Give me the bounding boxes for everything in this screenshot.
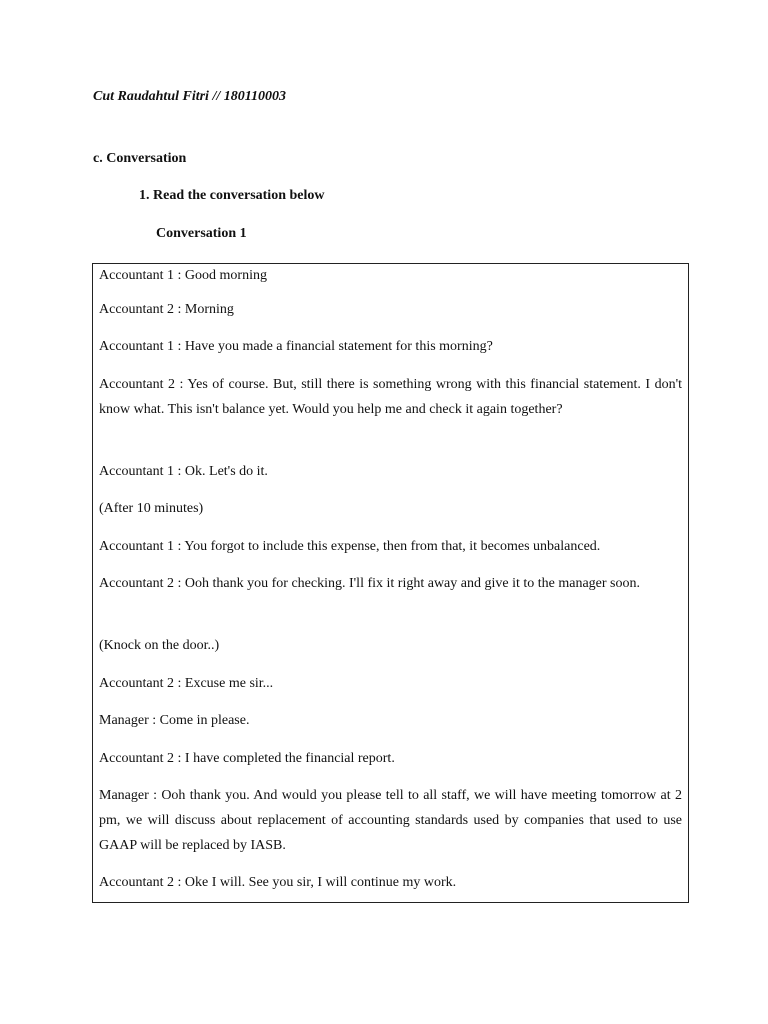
author-line: Cut Raudahtul Fitri // 180110003 — [93, 89, 286, 104]
section-heading: c. Conversation — [93, 151, 187, 166]
dialogue-line: Accountant 2 : Oke I will. See you sir, I will continue my work. — [99, 875, 457, 890]
dialogue-line: Accountant 2 : Ooh thank you for checking. I'll fix it right away and give it to the manager soon. — [99, 576, 640, 591]
dialogue-line: Accountant 2 : Morning — [99, 302, 234, 317]
dialogue-line: Accountant 1 : Ok. Let's do it. — [99, 464, 268, 479]
instruction-heading: 1. Read the conversation below — [139, 188, 325, 203]
dialogue-line: (After 10 minutes) — [99, 501, 204, 516]
dialogue-line: Manager : Come in please. — [99, 713, 250, 728]
conversation-box — [92, 263, 689, 903]
dialogue-line: Manager : Ooh thank you. And would you please tell to all staff, we will have meeting tomorrow at 2 pm, we will discuss about replacement of accounting standards used by companies that used to use GAAP will be replaced by IASB. — [99, 788, 682, 853]
dialogue-line: Accountant 2 : Excuse me sir... — [99, 676, 274, 691]
dialogue-line: Accountant 2 : I have completed the financial report. — [99, 751, 395, 766]
dialogue-line: Accountant 1 : Good morning — [99, 268, 267, 283]
dialogue-line: Accountant 1 : Have you made a financial statement for this morning? — [99, 339, 493, 354]
conversation-title: Conversation 1 — [156, 226, 247, 241]
dialogue-line: (Knock on the door..) — [99, 638, 220, 653]
dialogue-line: Accountant 1 : You forgot to include this expense, then from that, it becomes unbalanced. — [99, 539, 601, 554]
dialogue-line: Accountant 2 : Yes of course. But, still there is something wrong with this financial statement. I don't know what. This isn't balance yet. Would you help me and check it again together? — [99, 377, 682, 417]
